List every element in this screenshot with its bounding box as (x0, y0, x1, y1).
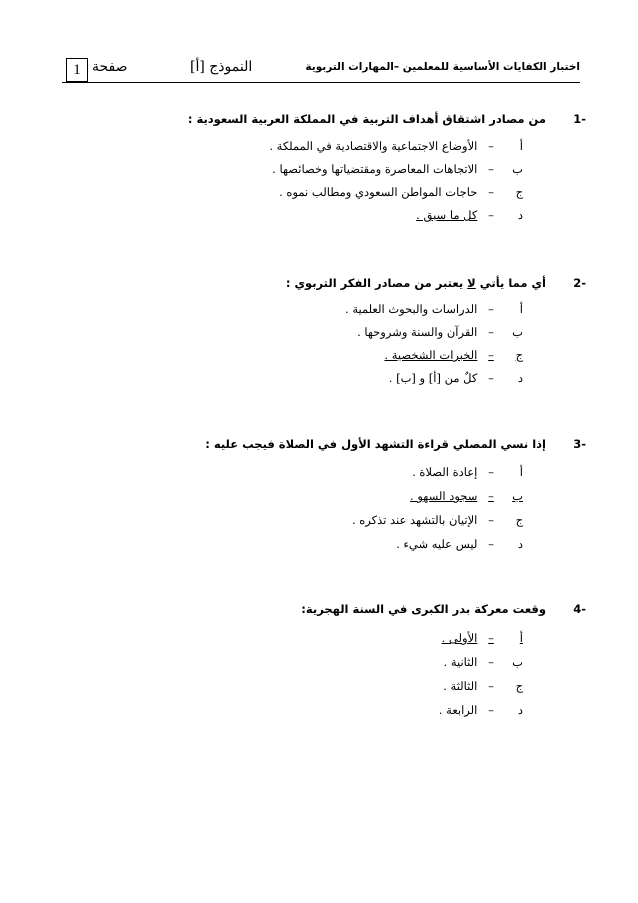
option-3a (412, 465, 523, 479)
option-3d (396, 537, 523, 551)
option-1d (416, 208, 523, 222)
question-number: 3- (573, 437, 586, 451)
option-dash: – (488, 348, 494, 362)
option-letter: د (517, 537, 523, 551)
option-dash: – (488, 465, 494, 479)
question-text: وقعت معركة بدر الكبرى في السنة الهجرية: (301, 602, 546, 616)
option-letter: د (517, 703, 523, 717)
header-divider (62, 82, 580, 83)
option-text: الدراسات والبحوث العلمية . (345, 302, 478, 316)
question-number: 1- (573, 112, 586, 126)
exam-title: اختبار الكفايات الأساسية للمعلمين –المهارات التربوية (305, 61, 580, 73)
option-letter: أ (519, 631, 523, 645)
option-text-correct: الأولى . (441, 631, 478, 645)
option-dash: – (488, 679, 494, 693)
option-2c (384, 348, 523, 362)
option-text: الأوضاع الاجتماعية والاقتصادية في المملكة . (269, 139, 478, 153)
question-1 (187, 112, 586, 126)
option-text: الاتجاهات المعاصرة ومقتضياتها وخصائصها . (272, 162, 478, 176)
option-dash: – (488, 513, 494, 527)
option-letter: د (517, 371, 523, 385)
option-text: الثالثة . (443, 679, 478, 693)
page-label: صفحة (92, 59, 128, 75)
option-1a (269, 139, 523, 153)
question-text-end: يعتبر من مصادر الفكر التربوي : (285, 276, 464, 290)
option-letter: ج (515, 513, 523, 527)
question-2 (285, 276, 586, 290)
option-text: القرآن والسنة وشروحها . (357, 325, 478, 339)
page-header (62, 56, 580, 86)
question-text-start: أي مما يأتي (479, 276, 546, 290)
option-2d (389, 371, 523, 385)
option-letter: ب (512, 489, 523, 503)
option-dash: – (488, 162, 494, 176)
option-text: الإتيان بالتشهد عند تذكره . (351, 513, 478, 527)
option-dash: – (488, 325, 494, 339)
question-4 (301, 602, 586, 616)
option-dash: – (488, 537, 494, 551)
option-text: كلٌ من [أ] و [ب] . (388, 371, 478, 385)
option-letter: د (517, 208, 523, 222)
option-text-correct: كل ما سبق . (416, 208, 478, 222)
option-letter: أ (519, 465, 523, 479)
option-dash: – (488, 489, 494, 503)
option-2a (345, 302, 523, 316)
option-1b (272, 162, 523, 176)
question-emphasis: لا (467, 276, 476, 290)
option-dash: – (488, 139, 494, 153)
option-4a (442, 631, 523, 645)
question-number: 4- (573, 602, 586, 616)
option-1c (279, 185, 523, 199)
option-letter: أ (519, 302, 523, 316)
option-4c (443, 679, 523, 693)
question-text: من مصادر اشتقاق أهداف التربية في المملكة العربية السعودية : (187, 112, 546, 126)
option-dash: – (488, 631, 494, 645)
model-label: النموذج [أ] (190, 59, 253, 75)
option-text: حاجات المواطن السعودي ومطالب نموه . (279, 185, 478, 199)
option-letter: ب (512, 162, 523, 176)
option-text: ليس عليه شيء . (396, 537, 478, 551)
option-4b (444, 655, 523, 669)
option-letter: أ (519, 139, 523, 153)
question-3 (205, 437, 586, 451)
question-number: 2- (573, 276, 586, 290)
option-dash: – (488, 185, 494, 199)
option-text-correct: سجود السهو . (410, 489, 478, 503)
option-text-correct: الخبرات الشخصية . (384, 348, 478, 362)
question-text: إذا نسي المصلي قراءة التشهد الأول في الصلاة فيجب عليه : (205, 437, 546, 451)
option-dash: – (488, 703, 494, 717)
option-2b (357, 325, 523, 339)
option-dash: – (488, 371, 494, 385)
option-letter: ج (515, 679, 523, 693)
option-4d (439, 703, 523, 717)
page-number: 1 (66, 58, 88, 82)
option-text: إعادة الصلاة . (412, 465, 478, 479)
option-letter: ب (512, 325, 523, 339)
option-letter: ج (515, 185, 523, 199)
option-3c (352, 513, 523, 527)
option-letter: ج (515, 348, 523, 362)
option-dash: – (488, 208, 494, 222)
option-text: الرابعة . (438, 703, 478, 717)
option-dash: – (488, 302, 494, 316)
option-letter: ب (512, 655, 523, 669)
option-3b (410, 489, 523, 503)
option-text: الثانية . (443, 655, 478, 669)
option-dash: – (488, 655, 494, 669)
